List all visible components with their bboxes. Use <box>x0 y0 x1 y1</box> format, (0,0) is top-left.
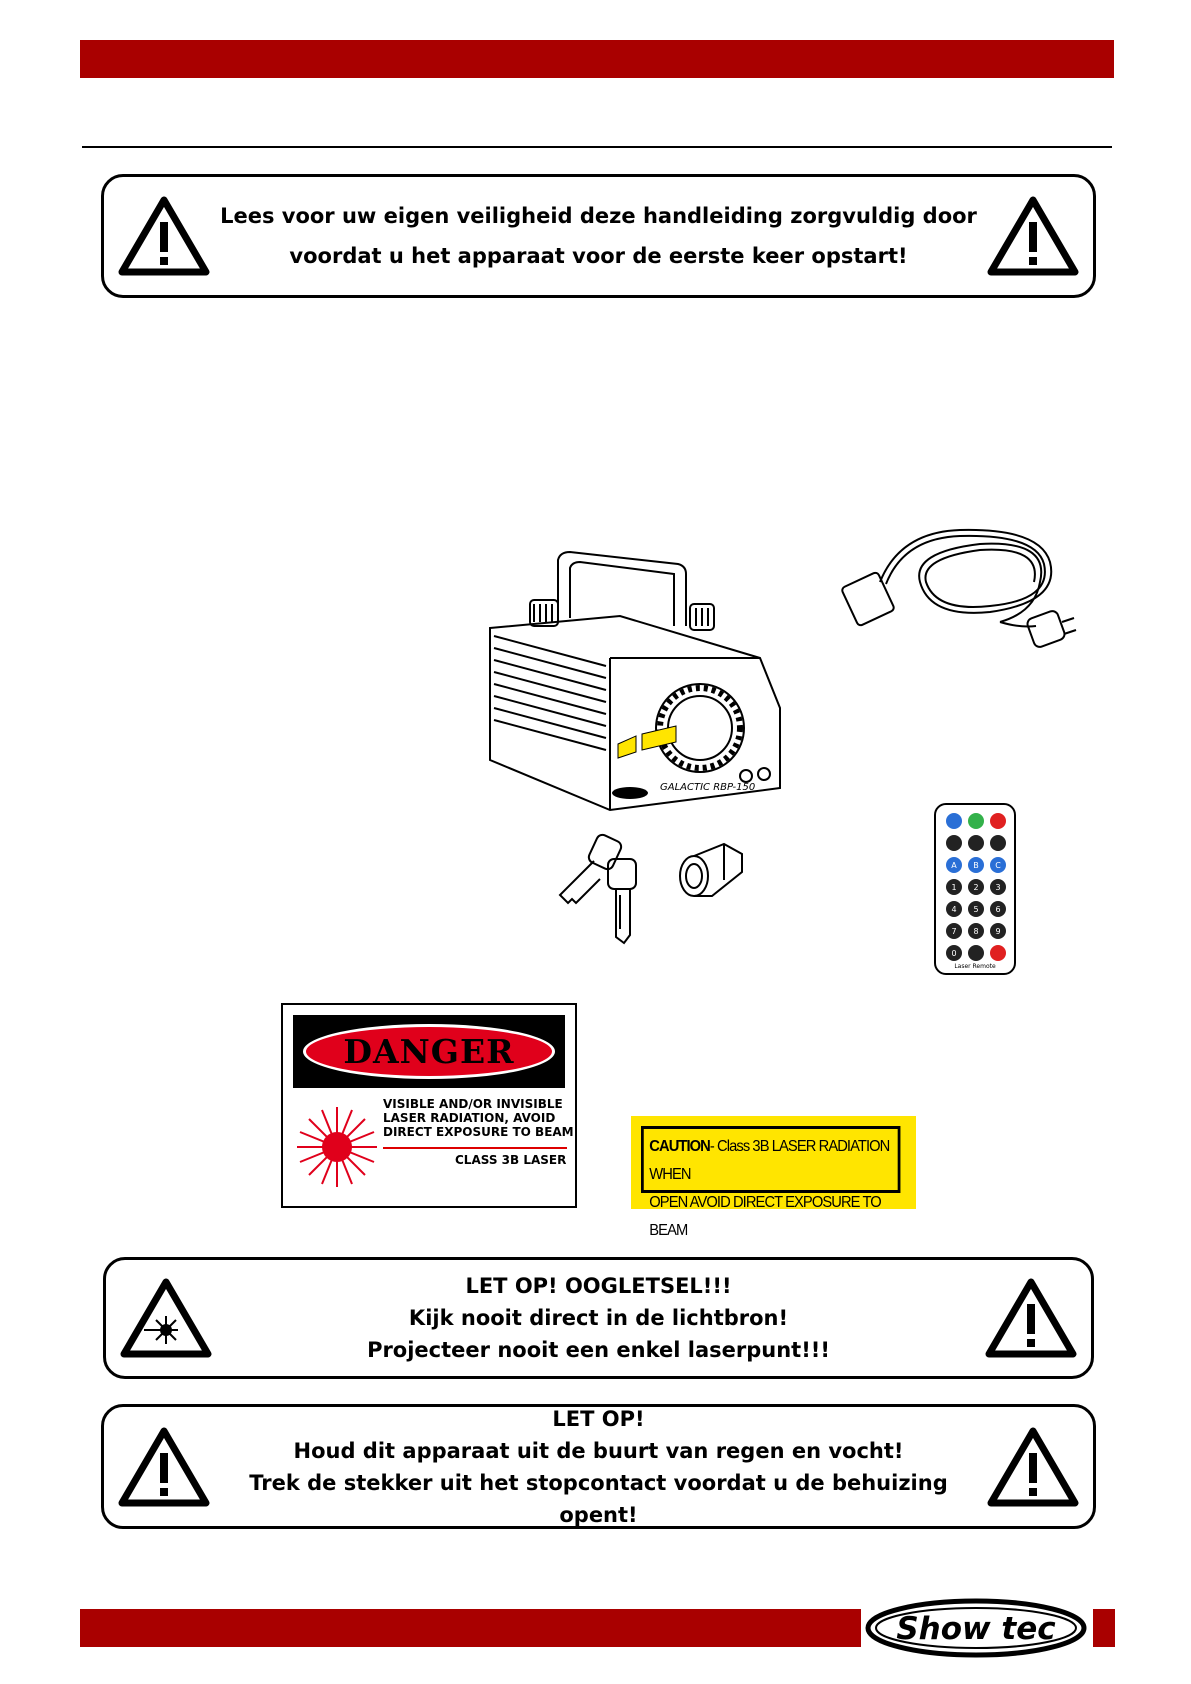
logo-text: Show tec <box>896 1611 1056 1647</box>
danger-line2: LASER RADIATION, AVOID <box>383 1111 556 1125</box>
remote-key-2: 2 <box>973 883 979 892</box>
remote-key-8: 8 <box>973 927 979 936</box>
rain-warning-line3: Trek de stekker uit het stopcontact voordat u de behuizing opent! <box>249 1470 948 1527</box>
remote-key-1: 1 <box>951 883 957 892</box>
danger-line3: DIRECT EXPOSURE TO BEAM <box>383 1125 574 1139</box>
safety-warning-box <box>101 174 1096 298</box>
remote-key-9: 9 <box>995 927 1001 936</box>
keys-illustration <box>550 825 655 945</box>
rain-warning-line1: LET OP! <box>552 1406 645 1431</box>
warning-triangle-icon <box>116 1425 212 1509</box>
laser-remote <box>934 803 1016 975</box>
caution-frame <box>641 1126 900 1239</box>
safety-warning-line2: voordat u het apparaat voor de eerste keer opstart! <box>289 244 908 268</box>
caution-line1-rest: - Class 3B LASER RADIATION WHEN <box>649 1138 890 1183</box>
remote-key-3: 3 <box>995 883 1001 892</box>
danger-heading: DANGER <box>343 1032 515 1071</box>
warning-triangle-icon <box>116 194 212 278</box>
warning-triangle-icon <box>985 194 1081 278</box>
moisture-warning-text <box>212 1403 985 1531</box>
rain-warning-line2: Houd dit apparaat uit de buurt van regen en vocht! <box>293 1438 904 1463</box>
danger-red-rule <box>383 1147 567 1149</box>
header-bar <box>80 40 1114 78</box>
laser-warning-icon <box>118 1276 214 1360</box>
danger-warning-text <box>383 1097 574 1139</box>
eye-injury-warning-text <box>214 1270 983 1366</box>
warning-triangle-icon <box>985 1425 1081 1509</box>
safety-warning-text <box>212 196 985 276</box>
eye-injury-warning-box <box>103 1257 1094 1379</box>
footer-bar <box>80 1609 861 1647</box>
danger-line1: VISIBLE AND/OR INVISIBLE <box>383 1097 563 1111</box>
remote-key-4: 4 <box>951 905 957 914</box>
caution-line2: OPEN AVOID DIRECT EXPOSURE TO BEAM <box>649 1194 881 1239</box>
power-cable-illustration <box>840 522 1080 652</box>
remote-caption: Laser Remote <box>954 963 996 970</box>
remote-key-6: 6 <box>995 905 1001 914</box>
danger-header <box>293 1015 565 1088</box>
laser-starburst-icon <box>295 1105 379 1189</box>
showtec-logo <box>865 1598 1087 1658</box>
eye-warning-line3: Projecteer nooit een enkel laserpunt!!! <box>367 1338 830 1362</box>
caution-line1 <box>649 1133 892 1189</box>
caution-word: CAUTION <box>649 1138 710 1155</box>
danger-class: CLASS 3B LASER <box>455 1153 567 1167</box>
safety-warning-line1: Lees voor uw eigen veiligheid deze handleiding zorgvuldig door <box>220 204 977 228</box>
key-switch-illustration <box>672 836 752 902</box>
danger-label <box>281 1003 577 1208</box>
remote-key-0: 0 <box>951 949 957 958</box>
eye-warning-line1: LET OP! OOGLETSEL!!! <box>465 1274 732 1298</box>
product-name-label: GALACTIC RBP-150 <box>660 782 756 793</box>
remote-key-c: C <box>995 861 1001 870</box>
header-rule <box>82 146 1112 148</box>
remote-key-7: 7 <box>951 927 957 936</box>
laser-projector-illustration <box>470 548 800 813</box>
remote-key-a: A <box>951 861 957 870</box>
remote-key-5: 5 <box>973 905 979 914</box>
footer-bar-end <box>1093 1609 1115 1647</box>
caution-label <box>631 1116 916 1239</box>
eye-warning-line2: Kijk nooit direct in de lichtbron! <box>408 1306 789 1330</box>
moisture-warning-box <box>101 1404 1096 1529</box>
warning-triangle-icon <box>983 1276 1079 1360</box>
danger-oval <box>303 1024 555 1079</box>
remote-key-b: B <box>973 861 979 870</box>
